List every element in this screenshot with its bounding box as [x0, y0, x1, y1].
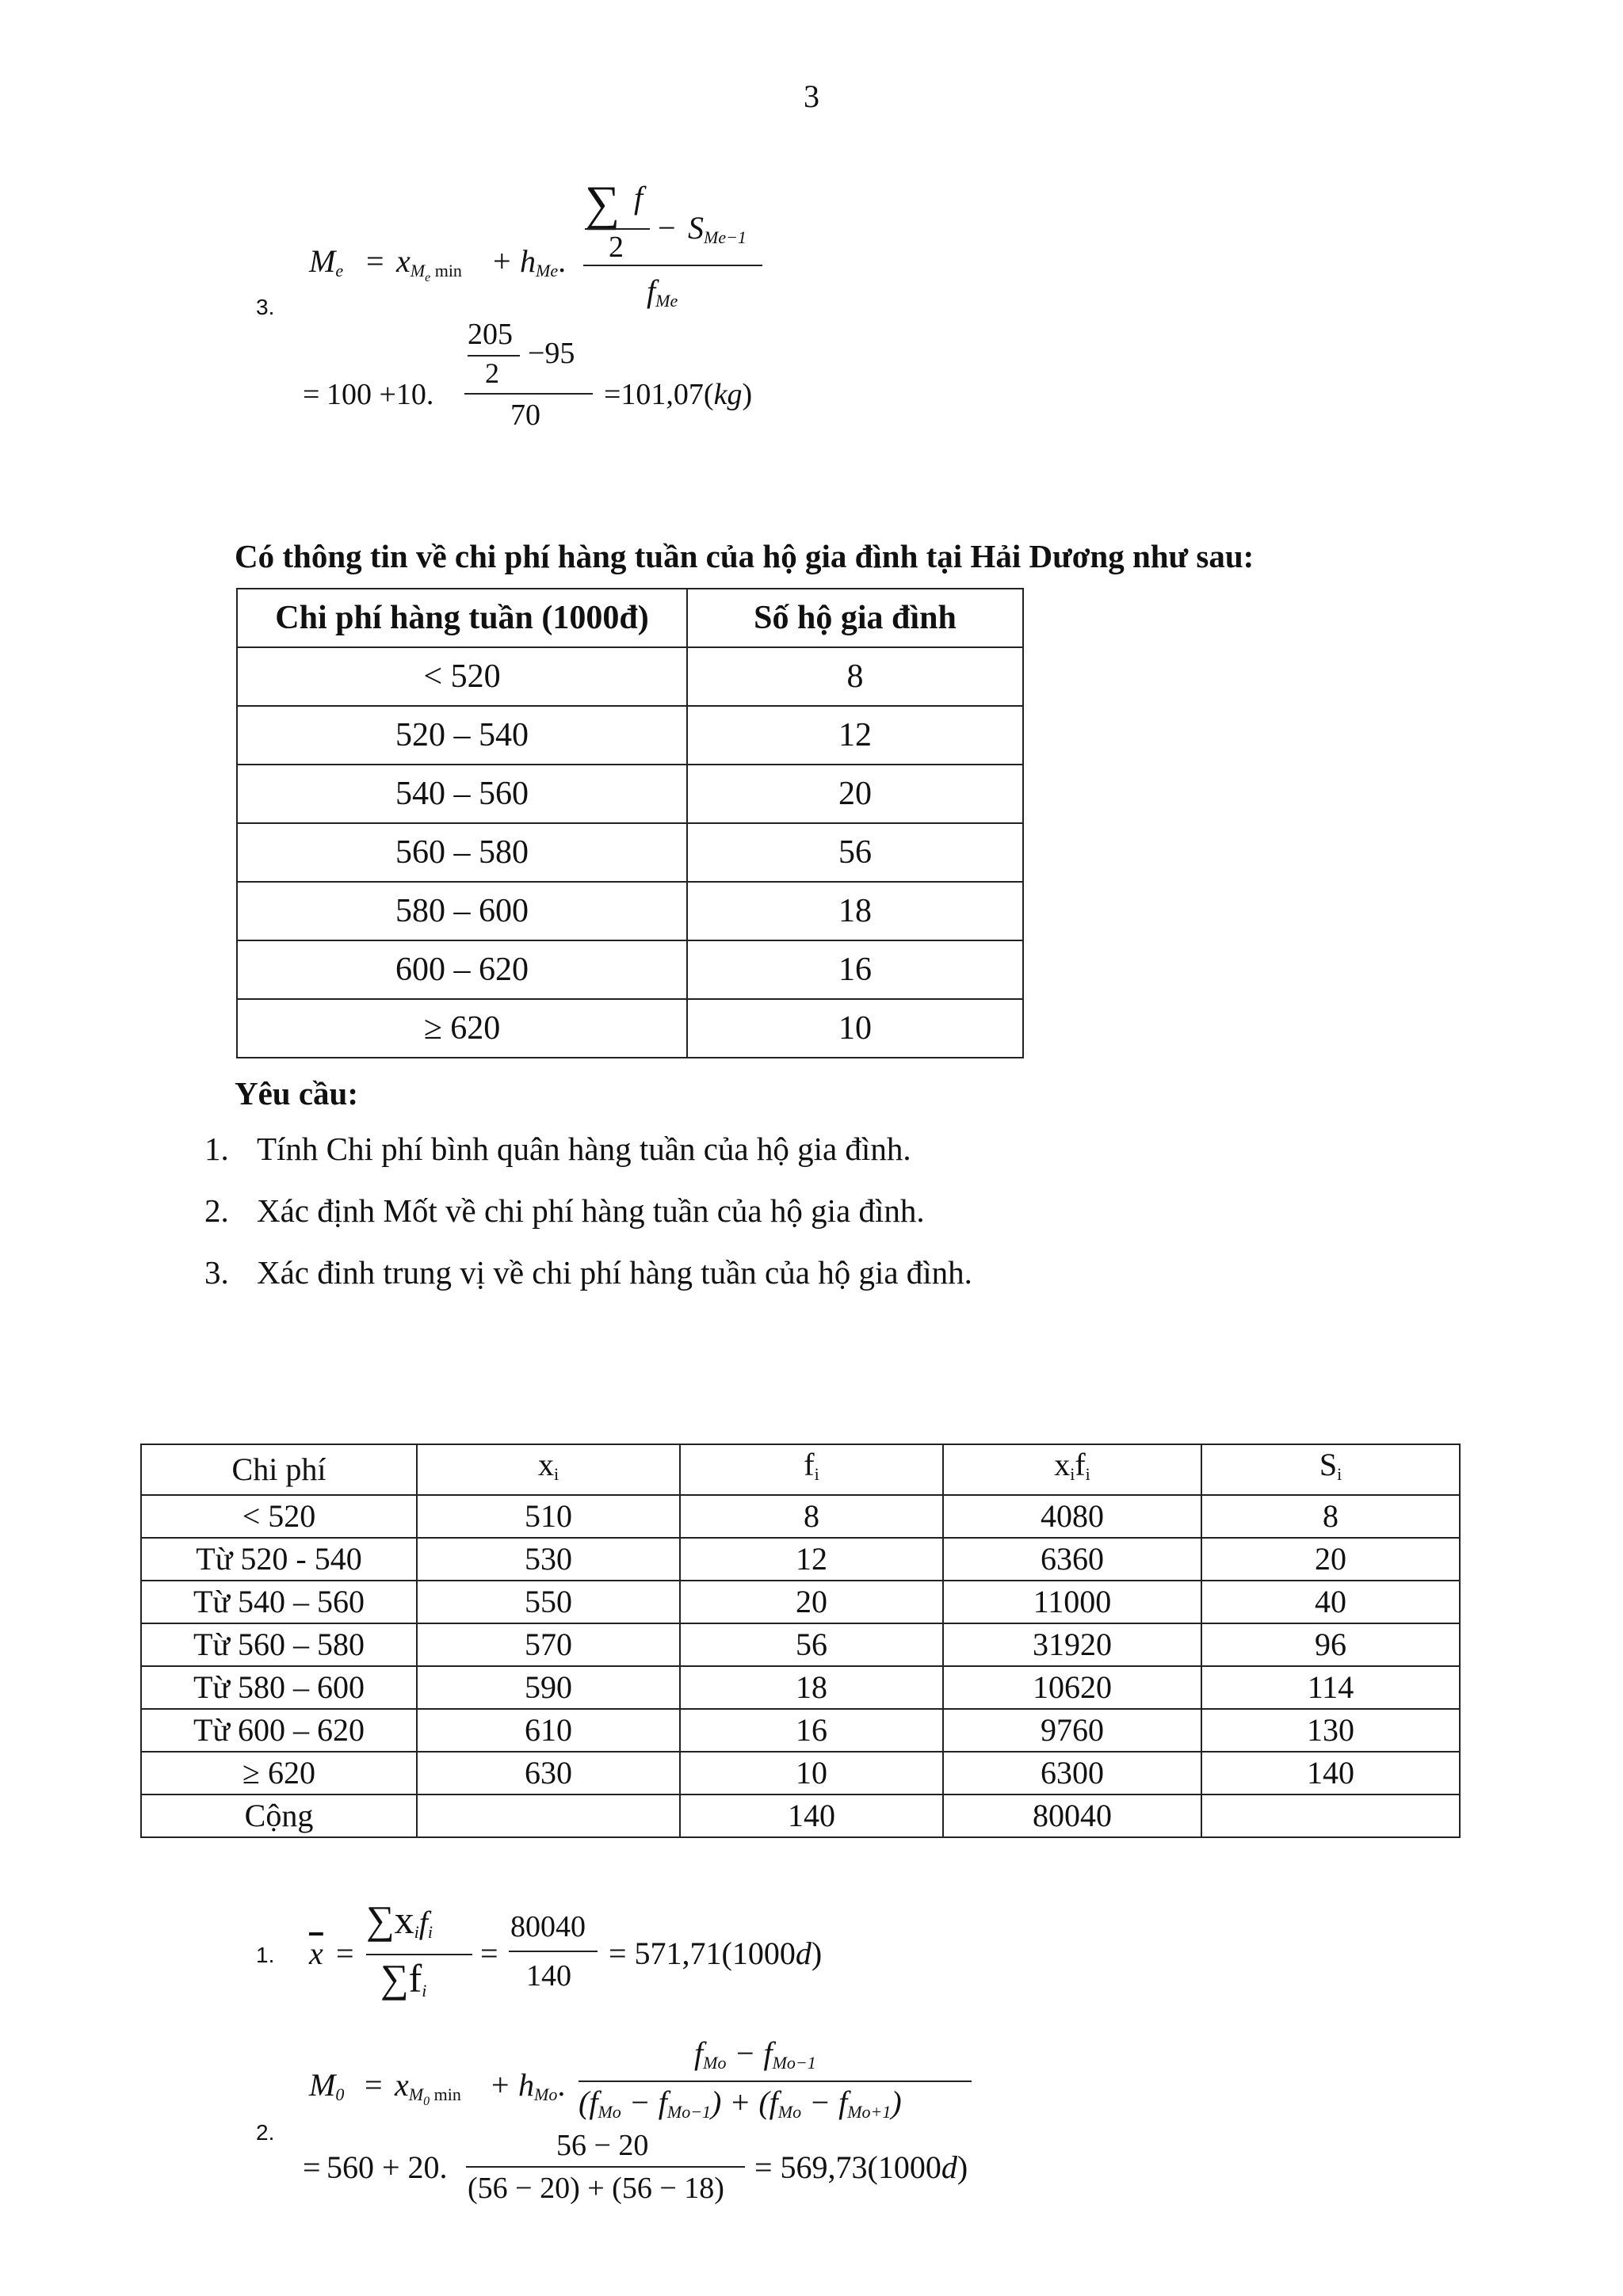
table-cell: 9760 [943, 1709, 1201, 1752]
table-cell: 530 [417, 1538, 680, 1581]
table-cell: 6360 [943, 1538, 1201, 1581]
table-cell [1201, 1794, 1460, 1837]
table-total-row [141, 1794, 1460, 1837]
expense-table [236, 588, 1024, 1058]
header-expense: Chi phí hàng tuần (1000đ) [237, 589, 687, 647]
expense-table-header [237, 589, 1023, 647]
table-row [237, 706, 1023, 765]
mode-lhs: $M_0$ [309, 2067, 345, 2104]
list-item [204, 1192, 972, 1253]
table-cell: 18 [687, 882, 1023, 940]
mode-x-min: $x_{M_0 min}$ [395, 2067, 461, 2108]
mean-value-den: 140 [526, 1959, 571, 1993]
median-lhs: $M_e$ [309, 243, 344, 280]
table-cell: Từ 540 – 560 [141, 1581, 417, 1623]
table-row [237, 940, 1023, 999]
table-row [237, 882, 1023, 940]
table-cell: Từ 580 – 600 [141, 1666, 417, 1709]
table-cell: 56 [687, 823, 1023, 882]
median-den-f: $f_{Me}$ [647, 273, 678, 311]
table-cell: 80040 [943, 1794, 1201, 1837]
table-row [237, 823, 1023, 882]
mode-denominator: $(f_{Mo} - f_{Mo-1}) + (f_{Mo} - f_{Mo+1})$ [579, 2084, 902, 2122]
table-cell: 12 [687, 706, 1023, 765]
table-row [237, 765, 1023, 823]
table-cell: < 520 [141, 1495, 417, 1538]
table-cell: 31920 [943, 1623, 1201, 1666]
header-xi: $x_i$ [417, 1444, 680, 1495]
page-number: 3 [804, 78, 819, 114]
table-cell: ≥ 620 [237, 999, 687, 1058]
list-item [204, 1253, 972, 1315]
mode-num-numerator: 56 − 20 [556, 2129, 649, 2162]
mode-num-eq: = [303, 2149, 321, 2185]
table-cell: 8 [680, 1495, 943, 1538]
table-cell: 140 [680, 1794, 943, 1837]
mean-denominator: $\sum f_i$ [380, 1956, 427, 2000]
table-row [141, 1623, 1460, 1666]
median-step-number: 3. [256, 295, 275, 319]
mean-eq2: = [480, 1936, 498, 1971]
table-cell: 570 [417, 1623, 680, 1666]
table-cell: Cộng [141, 1794, 417, 1837]
mode-plus: + [491, 2067, 510, 2103]
list-item-text: Xác định Mốt về chi phí hàng tuần của hộ gia đình. [257, 1192, 925, 1229]
mode-num-prefix: 560 + 20. [327, 2149, 448, 2185]
solution-table [140, 1444, 1461, 1838]
median-num-two: 2 [485, 357, 499, 389]
header-si: $S_i$ [1201, 1444, 1460, 1495]
solution-table-header [141, 1444, 1460, 1495]
table-cell: 550 [417, 1581, 680, 1623]
mode-fraction-line [579, 2081, 972, 2082]
table-cell: 10 [680, 1752, 943, 1794]
table-cell: 140 [1201, 1752, 1460, 1794]
requirements-list [204, 1130, 972, 1315]
table-cell: 560 – 580 [237, 823, 687, 882]
list-item-number: 2. [204, 1192, 229, 1229]
list-item-text: Xác đinh trung vị về chi phí hàng tuần của hộ gia đình. [257, 1254, 972, 1291]
mean-numerator: $\sum x_if_i$ [366, 1897, 433, 1942]
table-cell: Từ 560 – 580 [141, 1623, 417, 1666]
table-row [141, 1538, 1460, 1581]
table-cell: 590 [417, 1666, 680, 1709]
mode-num-fraction-line [466, 2166, 745, 2168]
problem-intro: Có thông tin về chi phí hàng tuần của hộ gia đình tại Hải Dương như sau: [235, 538, 1254, 574]
list-item-number: 1. [204, 1131, 229, 1167]
table-cell: 114 [1201, 1666, 1460, 1709]
header-fi: $f_i$ [680, 1444, 943, 1495]
table-cell: 8 [1201, 1495, 1460, 1538]
table-cell: 20 [687, 765, 1023, 823]
table-row [141, 1495, 1460, 1538]
table-cell: 16 [687, 940, 1023, 999]
mode-num-denominator: (56 − 20) + (56 − 18) [468, 2172, 724, 2205]
median-num-205: 205 [468, 318, 513, 351]
table-cell: 610 [417, 1709, 680, 1752]
median-sum-sign: ∑ [585, 177, 621, 231]
table-cell: 20 [1201, 1538, 1460, 1581]
mean-value-num: 80040 [510, 1910, 586, 1943]
median-num-eq: = [303, 378, 320, 411]
table-cell: 580 – 600 [237, 882, 687, 940]
median-minus: − [658, 210, 676, 246]
median-main-fraction-line [583, 265, 762, 266]
header-xifi: $x_if_i$ [943, 1444, 1201, 1495]
list-item-text: Tính Chi phí bình quân hàng tuần của hộ gia đình. [257, 1131, 911, 1167]
table-cell: 10 [687, 999, 1023, 1058]
mode-eq: = [365, 2067, 383, 2103]
table-cell: 130 [1201, 1709, 1460, 1752]
table-cell: 540 – 560 [237, 765, 687, 823]
table-row [141, 1709, 1460, 1752]
table-row [237, 647, 1023, 706]
table-cell: 520 – 540 [237, 706, 687, 765]
median-result: =101,07(kg) [604, 378, 753, 411]
mean-xbar: $\overline{x}$ [309, 1936, 323, 1971]
table-cell: 20 [680, 1581, 943, 1623]
table-cell: 4080 [943, 1495, 1201, 1538]
median-sum-f: f [634, 180, 643, 215]
median-num-minus95: −95 [528, 337, 575, 370]
median-S: $S_{Me-1}$ [688, 210, 747, 247]
mean-value-line [509, 1951, 598, 1952]
median-eq: = [366, 243, 384, 279]
table-cell: < 520 [237, 647, 687, 706]
table-cell: 10620 [943, 1666, 1201, 1709]
table-cell: 56 [680, 1623, 943, 1666]
mean-result: = 571,71(1000d) [609, 1936, 823, 1971]
header-expense: Chi phí [141, 1444, 417, 1495]
table-cell: Từ 600 – 620 [141, 1709, 417, 1752]
median-num-fraction-line [464, 393, 593, 395]
median-x-min: $x_{M_e min}$ [396, 243, 462, 284]
table-cell: Từ 520 - 540 [141, 1538, 417, 1581]
median-half-two: 2 [609, 231, 624, 264]
table-cell: 11000 [943, 1581, 1201, 1623]
table-cell: 96 [1201, 1623, 1460, 1666]
list-item [204, 1130, 972, 1192]
mode-h: $h_{Mo}$. [518, 2067, 566, 2104]
table-cell: 630 [417, 1752, 680, 1794]
requirements-title: Yêu cầu: [235, 1075, 359, 1112]
table-cell: 6300 [943, 1752, 1201, 1794]
mode-numerator: $f_{Mo} - f_{Mo-1}$ [694, 2035, 816, 2073]
median-plus: + [493, 243, 511, 279]
table-row [141, 1581, 1460, 1623]
table-cell: ≥ 620 [141, 1752, 417, 1794]
list-item-number: 3. [204, 1254, 229, 1291]
header-households: Số hộ gia đình [687, 589, 1023, 647]
mode-step-number: 2. [256, 2120, 275, 2145]
mean-step-number: 1. [256, 1943, 275, 1967]
table-cell: 18 [680, 1666, 943, 1709]
table-cell: 8 [687, 647, 1023, 706]
table-cell: 510 [417, 1495, 680, 1538]
table-cell: 12 [680, 1538, 943, 1581]
mode-result: = 569,73(1000d) [754, 2149, 968, 2185]
mean-eq: = [336, 1936, 354, 1971]
median-h: $h_{Me}$. [520, 243, 567, 280]
table-cell [417, 1794, 680, 1837]
table-cell: 40 [1201, 1581, 1460, 1623]
median-num-prefix: 100 +10. [327, 378, 434, 411]
table-row [237, 999, 1023, 1058]
table-cell: 16 [680, 1709, 943, 1752]
table-cell: 600 – 620 [237, 940, 687, 999]
table-row [141, 1752, 1460, 1794]
table-row [141, 1666, 1460, 1709]
median-num-den: 70 [510, 399, 540, 432]
